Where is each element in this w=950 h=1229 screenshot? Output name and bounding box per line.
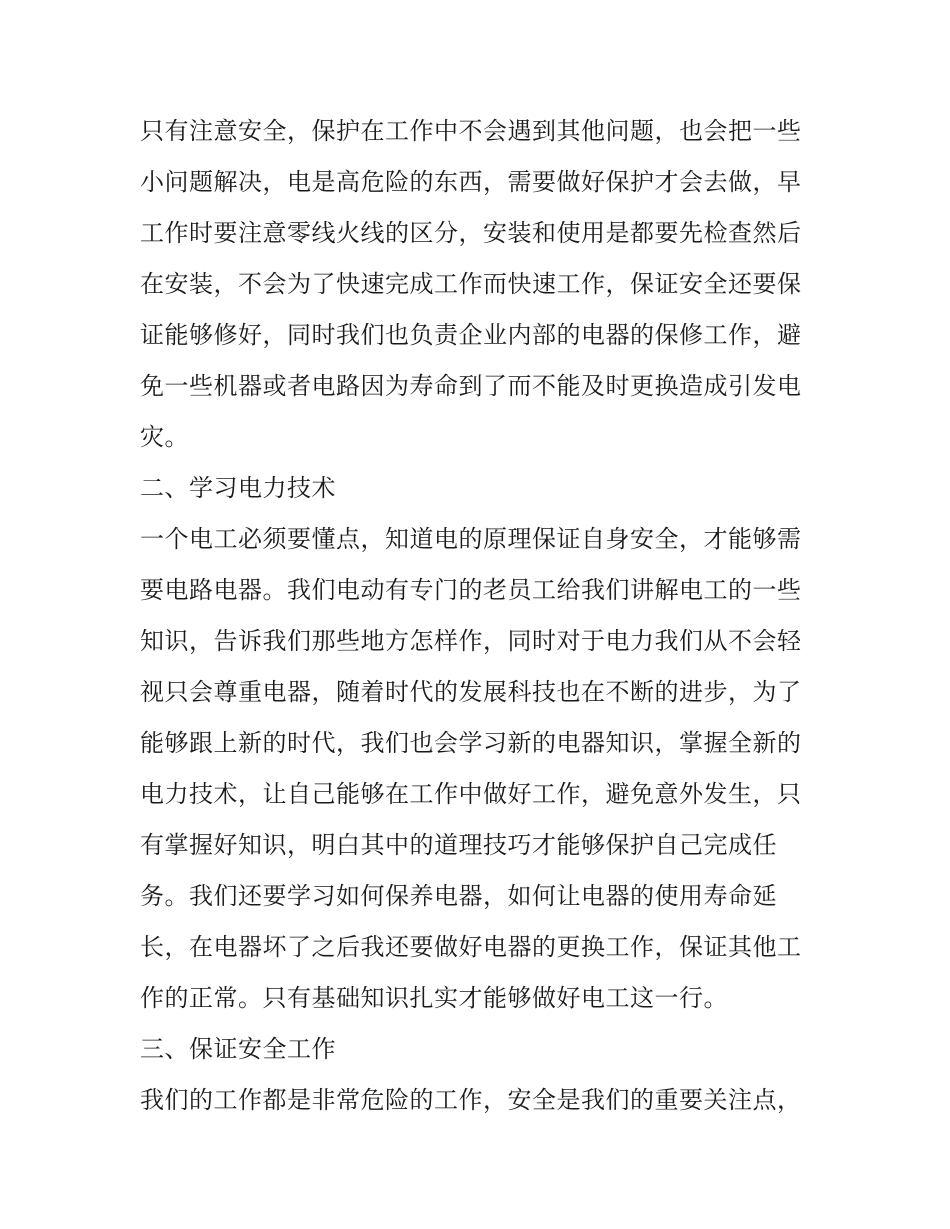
paragraph-line: 有掌握好知识，明白其中的道理技巧才能够保护自己完成任 — [140, 831, 777, 859]
paragraph-line: 长，在电器坏了之后我还要做好电器的更换工作，保证其他工 — [140, 933, 802, 961]
paragraph-line: 我们的工作都是非常危险的工作，安全是我们的重要关注点， — [140, 1086, 802, 1114]
paragraph-line: 工作时要注意零线火线的区分，安装和使用是都要先检查然后 — [140, 219, 802, 247]
paragraph-line: 知识，告诉我们那些地方怎样作，同时对于电力我们从不会轻 — [140, 627, 802, 655]
paragraph-line: 作的正常。只有基础知识扎实才能够做好电工这一行。 — [140, 984, 728, 1012]
section-heading: 三、保证安全工作 — [140, 1035, 336, 1063]
paragraph-line: 免一些机器或者电路因为寿命到了而不能及时更换造成引发电 — [140, 372, 802, 400]
paragraph-line: 一个电工必须要懂点，知道电的原理保证自身安全，才能够需 — [140, 525, 802, 553]
paragraph-line: 灾。 — [140, 423, 189, 451]
paragraph-line: 电力技术，让自己能够在工作中做好工作，避免意外发生，只 — [140, 780, 802, 808]
paragraph-line: 证能够修好，同时我们也负责企业内部的电器的保修工作，避 — [140, 321, 802, 349]
section-heading: 二、学习电力技术 — [140, 474, 336, 502]
paragraph-line: 要电路电器。我们电动有专门的老员工给我们讲解电工的一些 — [140, 576, 802, 604]
paragraph-line: 在安装，不会为了快速完成工作而快速工作，保证安全还要保 — [140, 270, 802, 298]
paragraph-line: 小问题解决，电是高危险的东西，需要做好保护才会去做，早 — [140, 168, 802, 196]
paragraph-line: 视只会尊重电器，随着时代的发展科技也在不断的进步，为了 — [140, 678, 802, 706]
paragraph-line: 只有注意安全，保护在工作中不会遇到其他问题，也会把一些 — [140, 117, 802, 145]
paragraph-line: 能够跟上新的时代，我们也会学习新的电器知识，掌握全新的 — [140, 729, 802, 757]
paragraph-line: 务。我们还要学习如何保养电器，如何让电器的使用寿命延 — [140, 882, 777, 910]
